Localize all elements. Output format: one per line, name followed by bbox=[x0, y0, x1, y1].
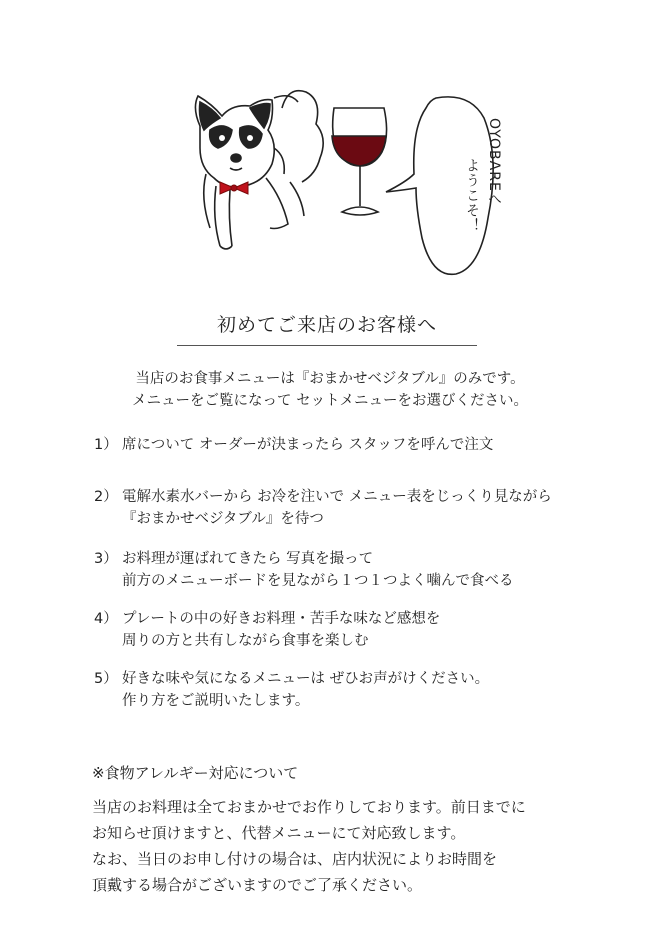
step-5 bbox=[94, 668, 614, 712]
step-number: 2） bbox=[94, 489, 118, 505]
step-text-line: 前方のメニューボードを見ながら１つ１つよく噛んで食べる bbox=[122, 573, 514, 589]
intro-line-1: 当店のお食事メニューは『おまかせベジタブル』のみです。 bbox=[135, 371, 525, 387]
step-text-line: 席について オーダーが決まったら スタッフを呼んで注文 bbox=[122, 437, 494, 453]
heading-block bbox=[172, 310, 482, 346]
allergy-line: 当店のお料理は全ておまかせでお作りしております。前日までに bbox=[92, 798, 526, 816]
step-number: 1） bbox=[94, 437, 118, 453]
allergy-title: ※食物アレルギー対応について bbox=[92, 764, 299, 782]
wine-glass-icon bbox=[332, 108, 387, 215]
step-text-line: 『おまかせベジタブル』を待つ bbox=[122, 511, 324, 527]
step-4 bbox=[94, 608, 614, 652]
dog-icon bbox=[195, 91, 323, 249]
step-number: 4） bbox=[94, 611, 118, 627]
step-text-line: プレートの中の好きお料理・苦手な味など感想を bbox=[122, 611, 441, 627]
step-1 bbox=[94, 434, 614, 456]
step-number: 3） bbox=[94, 551, 118, 567]
step-text-line: 電解水素水バーから お冷を注いで メニュー表をじっくり見ながら bbox=[122, 489, 552, 505]
allergy-line: 頂戴する場合がございますのでご了承ください。 bbox=[92, 876, 423, 894]
intro-line-2: メニューをご覧になって セットメニューをお選びください。 bbox=[132, 393, 528, 409]
step-text-line: 好きな味や気になるメニューは ぜひお声がけください。 bbox=[122, 671, 490, 687]
allergy-line: なお、当日のお申し付けの場合は、店内状況によりお時間を bbox=[92, 850, 498, 868]
allergy-line: お知らせ頂けますと、代替メニューにて対応致します。 bbox=[92, 824, 466, 842]
step-number: 5） bbox=[94, 671, 118, 687]
step-2 bbox=[94, 486, 614, 530]
step-3 bbox=[94, 548, 614, 592]
heading-underline bbox=[177, 345, 477, 346]
intro-text bbox=[90, 368, 570, 412]
step-text-line: 作り方をご説明いたします。 bbox=[122, 693, 310, 709]
page-title: 初めてご来店のお客様へ bbox=[216, 314, 437, 336]
step-text-line: お料理が運ばれてきたら 写真を撮って bbox=[122, 551, 374, 567]
bubble-line-oyobare: OYOBAREへ bbox=[486, 118, 502, 207]
bubble-line-welcome: ようこそ！ bbox=[464, 158, 480, 233]
speech-bubble-text bbox=[448, 118, 518, 278]
allergy-notice bbox=[92, 794, 612, 898]
step-text-line: 周りの方と共有しながら食事を楽しむ bbox=[122, 633, 369, 649]
